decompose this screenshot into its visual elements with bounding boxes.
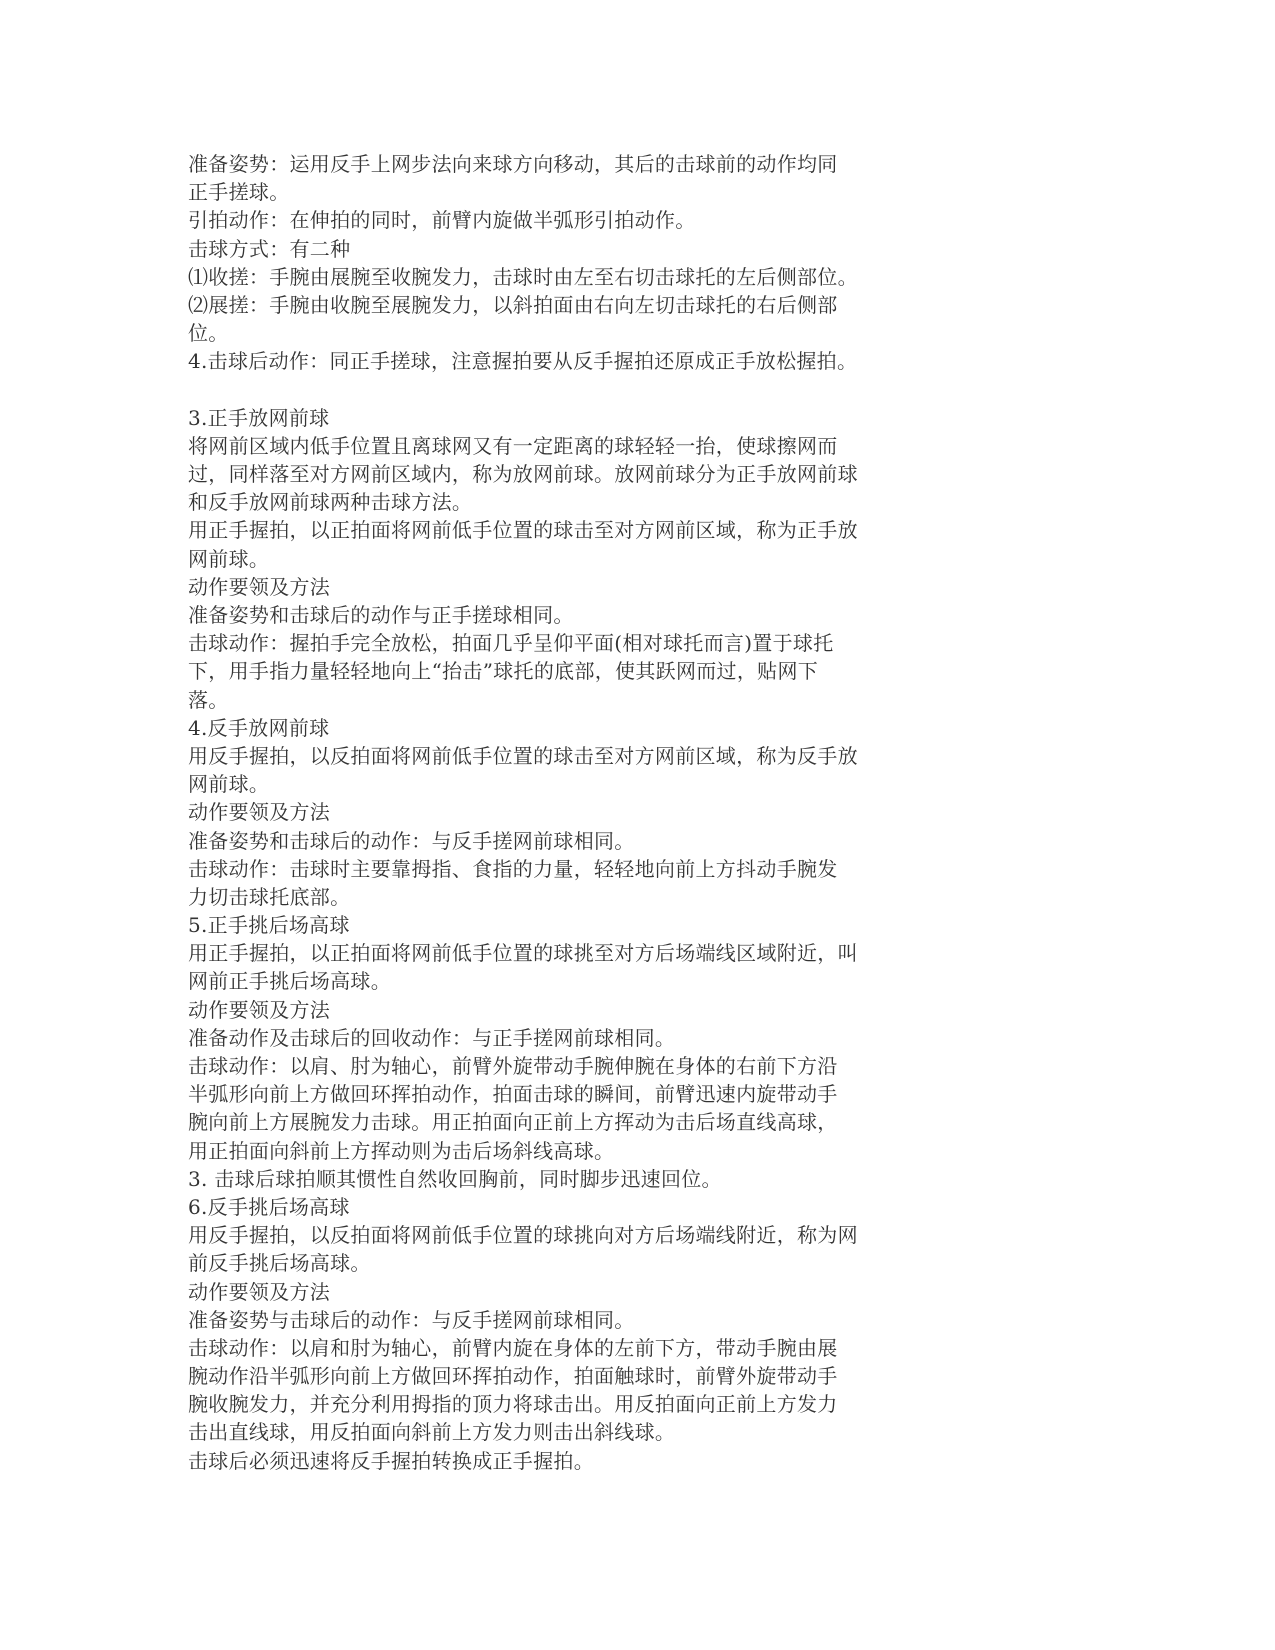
text-line: 将网前区域内低手位置且离球网又有一定距离的球轻轻一抬，使球擦网而 <box>188 433 838 458</box>
text-line: 用反手握拍，以反拍面将网前低手位置的球击至对方网前区域，称为反手放 <box>188 743 858 768</box>
text-line: 动作要领及方法 <box>188 574 331 599</box>
text-line: 网前球。 <box>188 546 270 571</box>
document-body <box>188 150 928 1475</box>
text-line: 击球后必须迅速将反手握拍转换成正手握拍。 <box>188 1448 594 1473</box>
text-line: 正手搓球。 <box>188 180 290 205</box>
text-line: 击球动作：以肩、肘为轴心，前臂外旋带动手腕伸腕在身体的右前下方沿 <box>188 1054 838 1078</box>
text-line: 力切击球托底部。 <box>188 884 351 909</box>
text-line: 3. 击球后球拍顺其惯性自然收回胸前，同时脚步迅速回位。 <box>188 1166 722 1191</box>
text-line: 用正手握拍，以正拍面将网前低手位置的球挑至对方后场端线区域附近，叫 <box>188 941 858 966</box>
text-line: 5.正手挑后场高球 <box>188 913 350 938</box>
text-line: 下，用手指力量轻轻地向上“抬击”球托的底部，使其跃网而过，贴网下 <box>188 659 819 684</box>
blank-line <box>188 376 928 404</box>
text-line: 动作要领及方法 <box>188 997 331 1022</box>
text-line: 网前正手挑后场高球。 <box>188 969 391 994</box>
text-line: 腕收腕发力，并充分利用拇指的顶力将球击出。用反拍面向正前上方发力 <box>188 1392 838 1417</box>
text-line: 击球动作：握拍手完全放松，拍面几乎呈仰平面(相对球托而言)置于球托 <box>188 631 834 656</box>
text-line: 位。 <box>188 321 229 346</box>
text-line: 击球方式：有二种 <box>188 236 351 261</box>
text-line: 击球动作：以肩和肘为轴心，前臂内旋在身体的左前下方，带动手腕由展 <box>188 1335 838 1360</box>
text-line: 击球动作：击球时主要靠拇指、食指的力量，轻轻地向前上方抖动手腕发 <box>188 856 838 881</box>
text-line: 击出直线球，用反拍面向斜前上方发力则击出斜线球。 <box>188 1420 676 1445</box>
text-line: 前反手挑后场高球。 <box>188 1251 371 1276</box>
text-line: 准备姿势：运用反手上网步法向来球方向移动，其后的击球前的动作均同 <box>188 152 838 176</box>
text-line: ⑵展搓：手腕由收腕至展腕发力，以斜拍面由右向左切击球托的右后侧部 <box>188 292 838 317</box>
text-line: 4.反手放网前球 <box>188 715 330 740</box>
text-line: 用正手握拍，以正拍面将网前低手位置的球击至对方网前区域，称为正手放 <box>188 518 858 543</box>
text-line: 准备姿势与击球后的动作：与反手搓网前球相同。 <box>188 1307 635 1332</box>
text-line: 6.反手挑后场高球 <box>188 1194 350 1219</box>
text-line: ⑴收搓：手腕由展腕至收腕发力，击球时由左至右切击球托的左后侧部位。 <box>188 264 858 289</box>
text-line: 过，同样落至对方网前区域内，称为放网前球。放网前球分为正手放网前球 <box>188 462 858 487</box>
text-line: 动作要领及方法 <box>188 800 331 825</box>
text-line: 半弧形向前上方做回环挥拍动作，拍面击球的瞬间，前臂迅速内旋带动手 <box>188 1082 838 1107</box>
text-line: 动作要领及方法 <box>188 1279 331 1304</box>
text-line: 3.正手放网前球 <box>188 405 330 430</box>
text-line: 4.击球后动作：同正手搓球，注意握拍要从反手握拍还原成正手放松握拍。 <box>188 349 858 374</box>
text-line: 腕动作沿半弧形向前上方做回环挥拍动作，拍面触球时，前臂外旋带动手 <box>188 1364 838 1389</box>
text-line: 准备姿势和击球后的动作与正手搓球相同。 <box>188 603 574 627</box>
text-line: 准备姿势和击球后的动作：与反手搓网前球相同。 <box>188 828 635 853</box>
text-line: 落。 <box>188 687 229 712</box>
text-line: 用反手握拍，以反拍面将网前低手位置的球挑向对方后场端线附近，称为网 <box>188 1223 858 1248</box>
text-line: 和反手放网前球两种击球方法。 <box>188 490 473 515</box>
text-line: 网前球。 <box>188 772 270 797</box>
text-line: 腕向前上方展腕发力击球。用正拍面向正前上方挥动为击后场直线高球， <box>188 1110 838 1135</box>
text-line: 准备动作及击球后的回收动作：与正手搓网前球相同。 <box>188 1025 676 1050</box>
text-line: 用正拍面向斜前上方挥动则为击后场斜线高球。 <box>188 1138 615 1163</box>
text-line: 引拍动作：在伸拍的同时，前臂内旋做半弧形引拍动作。 <box>188 208 696 233</box>
